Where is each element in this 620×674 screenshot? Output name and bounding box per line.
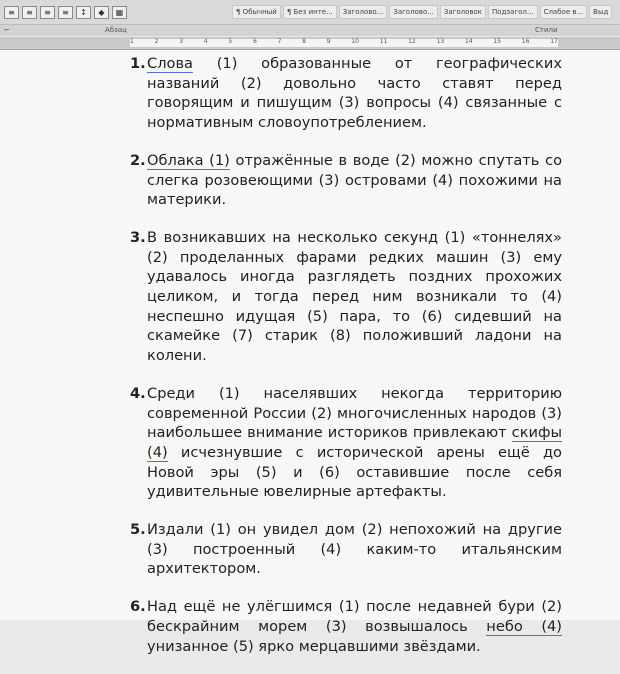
ruler-tick: 12 [408,38,416,45]
ruler-tick: 9 [326,38,331,45]
paragraph-item[interactable] [130,597,562,656]
text-segment: унизанное (5) ярко мерцавшими звёздами. [147,637,481,655]
ruler-tick: 5 [228,38,233,45]
paragraph-number: 6. [130,598,146,616]
ruler-tick: 8 [302,38,306,45]
justify-icon[interactable]: ≡ [58,6,73,19]
align-right-icon[interactable]: ≡ [40,6,55,19]
styles-gallery [232,5,612,19]
ruler-tick: 4 [203,38,208,45]
paragraph-item[interactable] [130,228,562,366]
ribbon-toolbar [0,0,620,25]
ruler-tick: 10 [351,38,359,45]
paragraph-number: 2. [130,151,146,169]
style-normal[interactable]: ¶ Обычный [232,5,281,19]
ruler-tick: 16 [521,38,530,45]
shading-icon[interactable]: ◆ [94,6,109,19]
text-segment: отражённые в воде (2) можно спутать со слегка розовеющими (3) островами (4) похожими на материки. [147,151,562,209]
line-spacing-icon[interactable]: ↕ [76,6,91,19]
ruler-tick: 3 [179,38,184,45]
spellcheck-underlined-text[interactable]: небо (4) [486,617,562,635]
ruler-tick: 6 [252,38,257,45]
style-subtitle[interactable]: Подзагол... [488,5,538,19]
style-emphasis[interactable]: Выд [589,5,612,19]
ruler-tick: 2 [154,38,159,45]
ribbon-group-labels [0,25,620,36]
ruler-tick: 14 [464,38,473,45]
style-title[interactable]: Заголовок [440,5,486,19]
ruler-tick: 7 [277,38,282,45]
paragraph-number: 4. [130,384,146,402]
paragraph-item[interactable] [130,384,562,502]
expand-icon[interactable]: ⌐ [4,26,10,34]
paragraph-tools [0,6,232,19]
paragraph-item[interactable] [130,151,562,210]
borders-icon[interactable]: ▦ [112,6,127,19]
spellcheck-underlined-text[interactable]: Облака (1) [147,151,230,169]
horizontal-ruler[interactable] [0,37,620,50]
text-segment: Среди (1) населявших некогда территорию современной России (2) многочисленных народов (3) наибольшее внимание историков привлекают [147,384,562,442]
group-label-paragraph: Абзац [105,26,127,34]
paragraph-text[interactable] [147,151,562,210]
paragraph-number: 1. [130,55,146,72]
spellcheck-underlined-text[interactable]: скифы (4) [147,424,562,461]
style-heading-2[interactable]: Заголово... [389,5,438,19]
paragraph-number: 5. [130,521,146,539]
text-segment: В возникавших на несколько секунд (1) «тоннелях» (2) проделанных фарами редких машин (3) ему удавалось иногда разглядеть поздних прохожих целиком, и тогда перед ним возникали то (4) неспешно идущая (5) пара, то (6) сидевший на скамейке (7) старик (8) положивший ладони на колени. [147,228,562,365]
text-segment: Издали (1) он увидел дом (2) непохожий на другие (3) построенный (4) каким-то итальянским архитектором. [147,521,562,578]
text-segment: исчезнувшие с исторической арены ещё до Новой эры (5) и (6) оставившие после себя удивительные ювелирные артефакты. [147,443,562,501]
paragraph-text[interactable] [147,384,562,502]
paragraph-text[interactable] [147,597,562,656]
text-segment: (1) образованные от географических названий (2) довольно часто ставят перед говорящим и пишущим (3) вопросы (4) связанные с нормативным словоупотреблением. [147,55,562,132]
ruler-tick: 13 [436,38,445,45]
paragraph-number: 3. [130,228,146,246]
style-heading-1[interactable]: Заголово... [339,5,388,19]
text-segment: Над ещё не улёгшимся (1) после недавней бури (2) бескрайним морем (3) возвышалось [147,598,562,635]
align-left-icon[interactable]: ≡ [4,6,19,19]
paragraph-item[interactable] [130,520,562,579]
ruler-tick: 15 [493,38,502,45]
paragraph-item[interactable] [130,54,562,133]
style-no-spacing[interactable]: ¶ Без инте... [283,5,337,19]
document-body[interactable] [130,54,562,674]
style-subtle-emphasis[interactable]: Слабое в... [540,5,588,19]
ruler-tick: 17 [550,38,558,45]
ruler-tick: 1 [130,38,134,45]
paragraph-text[interactable] [147,228,562,366]
spellcheck-underlined-text[interactable]: Слова [147,55,193,72]
paragraph-text[interactable] [147,520,562,579]
paragraph-text[interactable] [147,54,562,133]
group-label-styles: Стили [535,26,558,34]
ruler-tick: 11 [379,38,388,45]
document-page[interactable] [0,50,620,655]
align-center-icon[interactable]: ≡ [22,6,37,19]
